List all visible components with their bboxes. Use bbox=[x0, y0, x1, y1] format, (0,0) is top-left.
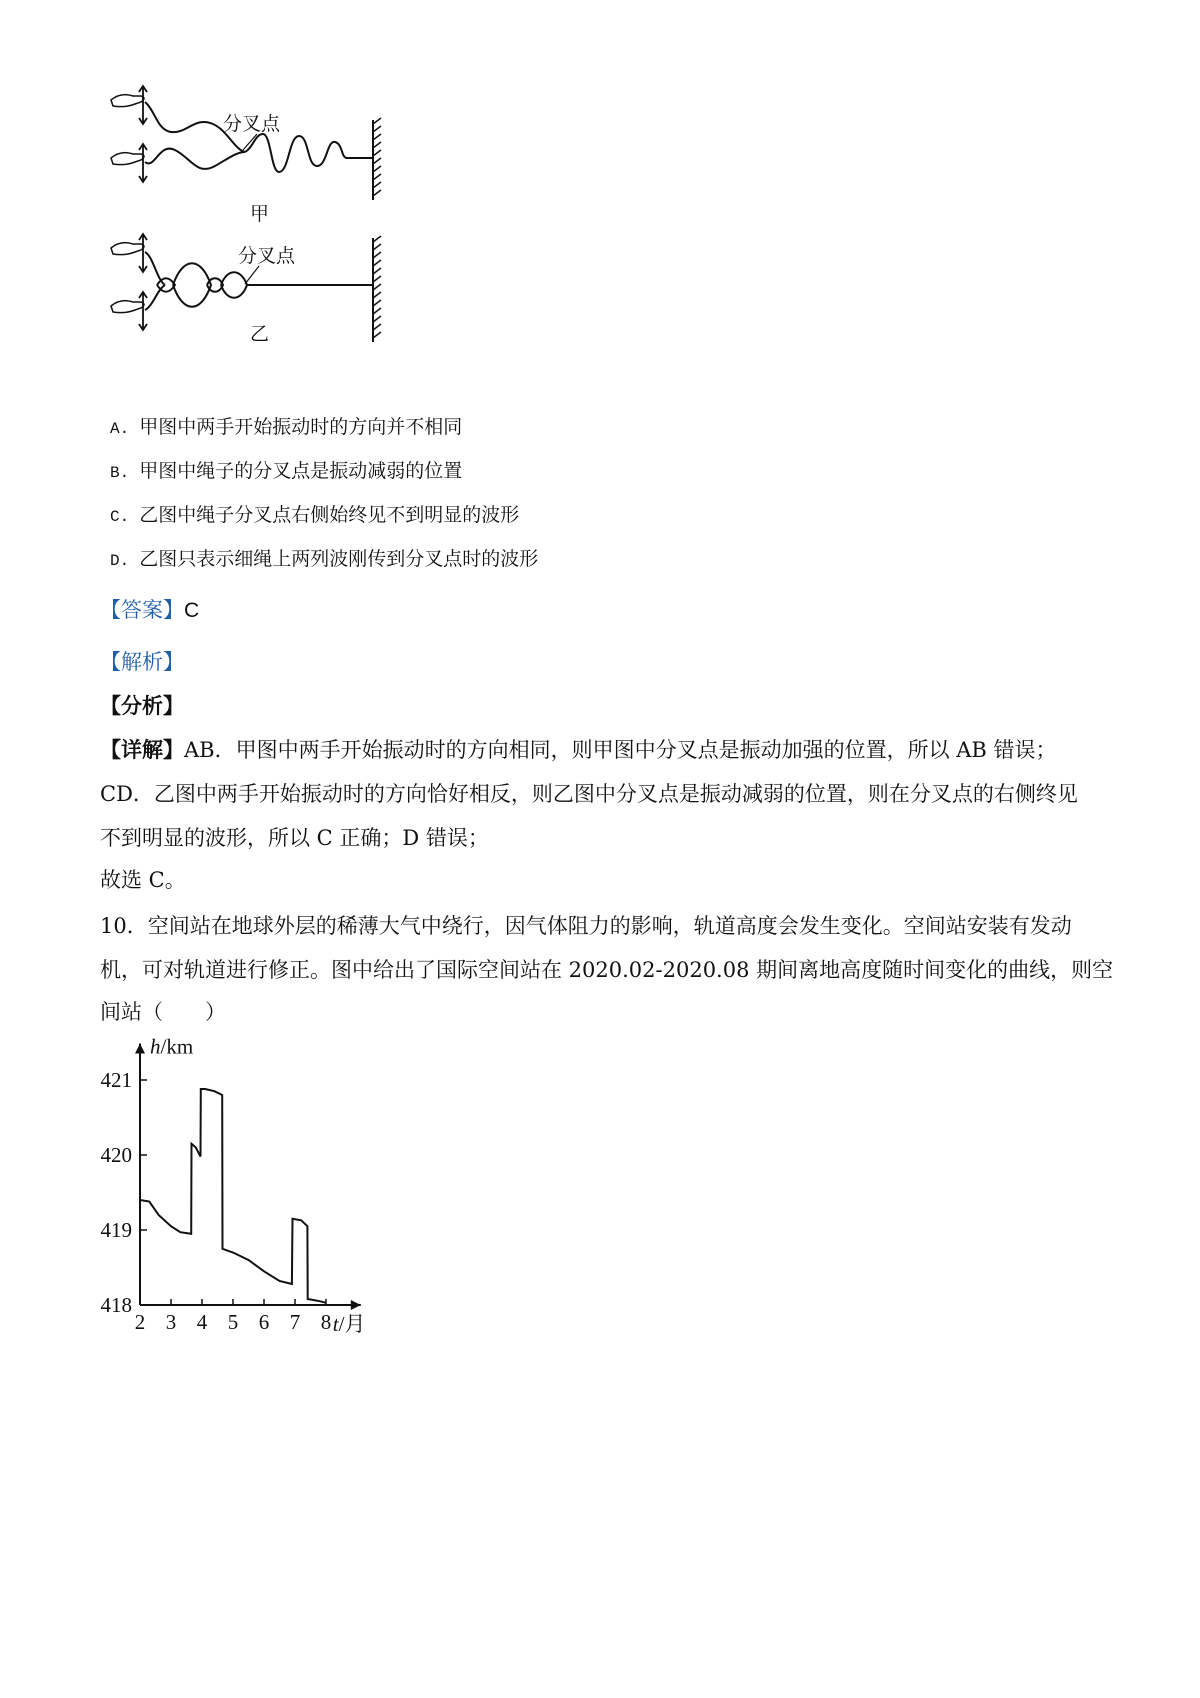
y-tick-label: 419 bbox=[100, 1218, 132, 1242]
y-tick-label: 420 bbox=[100, 1143, 132, 1167]
x-tick-label: 8 bbox=[320, 1310, 332, 1334]
x-tick-label: 6 bbox=[258, 1310, 270, 1334]
detail-line-3: 不到明显的波形，所以 C 正确；D 错误； bbox=[100, 826, 489, 850]
x-tick-label: 4 bbox=[196, 1310, 208, 1334]
option-b: B. 甲图中绳子的分叉点是振动减弱的位置 bbox=[110, 460, 463, 482]
fork-label-top: 分叉点 bbox=[223, 114, 281, 135]
answer-tag: 【答案】 bbox=[100, 598, 184, 622]
answer-value: C bbox=[184, 599, 200, 622]
option-d: D. 乙图只表示细绳上两列波刚传到分叉点时的波形 bbox=[110, 548, 539, 570]
detail-line-2: CD．乙图中两手开始振动时的方向恰好相反，则乙图中分叉点是振动减弱的位置，则在分叉点的右侧终见 bbox=[100, 782, 1078, 806]
x-tick-label: 5 bbox=[227, 1310, 239, 1334]
hand-icon bbox=[111, 153, 144, 165]
detail-line-4: 故选 C。 bbox=[100, 868, 186, 892]
altitude-series-line bbox=[140, 1089, 326, 1303]
question-10-line-2: 机，可对轨道进行修正。图中给出了国际空间站在 2020.02-2020.08 期间离地高度随时间变化的曲线，则空 bbox=[100, 958, 1114, 982]
wave-figure bbox=[95, 80, 415, 360]
analysis-tag: 【解析】 bbox=[100, 650, 184, 674]
altitude-chart bbox=[90, 1030, 410, 1340]
answer-line bbox=[100, 594, 199, 624]
caption-jia: 甲 bbox=[250, 204, 270, 225]
x-axis-arrow bbox=[351, 1300, 361, 1310]
y-tick-label: 418 bbox=[100, 1293, 132, 1317]
y-axis-label: h/km bbox=[150, 1034, 194, 1059]
x-tick-label: 7 bbox=[289, 1310, 301, 1334]
detail-line-1: 【详解】AB．甲图中两手开始振动时的方向相同，则甲图中分叉点是振动加强的位置，所以 AB 错误； bbox=[100, 737, 1057, 762]
fork-label-bottom: 分叉点 bbox=[238, 246, 296, 267]
option-c: C. 乙图中绳子分叉点右侧始终见不到明显的波形 bbox=[110, 504, 520, 526]
hand-icon bbox=[111, 301, 144, 313]
x-tick-label: 2 bbox=[134, 1310, 146, 1334]
x-axis-label: t/月 bbox=[332, 1312, 366, 1336]
hand-icon bbox=[111, 243, 144, 255]
option-a: A. 甲图中两手开始振动时的方向并不相同 bbox=[110, 416, 463, 438]
detail-tag: 【详解】 bbox=[100, 737, 184, 762]
question-10-line-1: 10．空间站在地球外层的稀薄大气中绕行，因气体阻力的影响，轨道高度会发生变化。空间站安装有发动 bbox=[100, 914, 1072, 938]
y-axis-arrow bbox=[135, 1044, 145, 1054]
hand-icon bbox=[111, 95, 144, 107]
caption-yi: 乙 bbox=[250, 324, 270, 345]
x-tick-label: 3 bbox=[165, 1310, 177, 1334]
fenxi-tag: 【分析】 bbox=[100, 693, 184, 718]
question-10-line-3: 间站（ ） bbox=[100, 1000, 226, 1024]
y-tick-label: 421 bbox=[100, 1068, 132, 1092]
figure-jia bbox=[111, 86, 381, 200]
